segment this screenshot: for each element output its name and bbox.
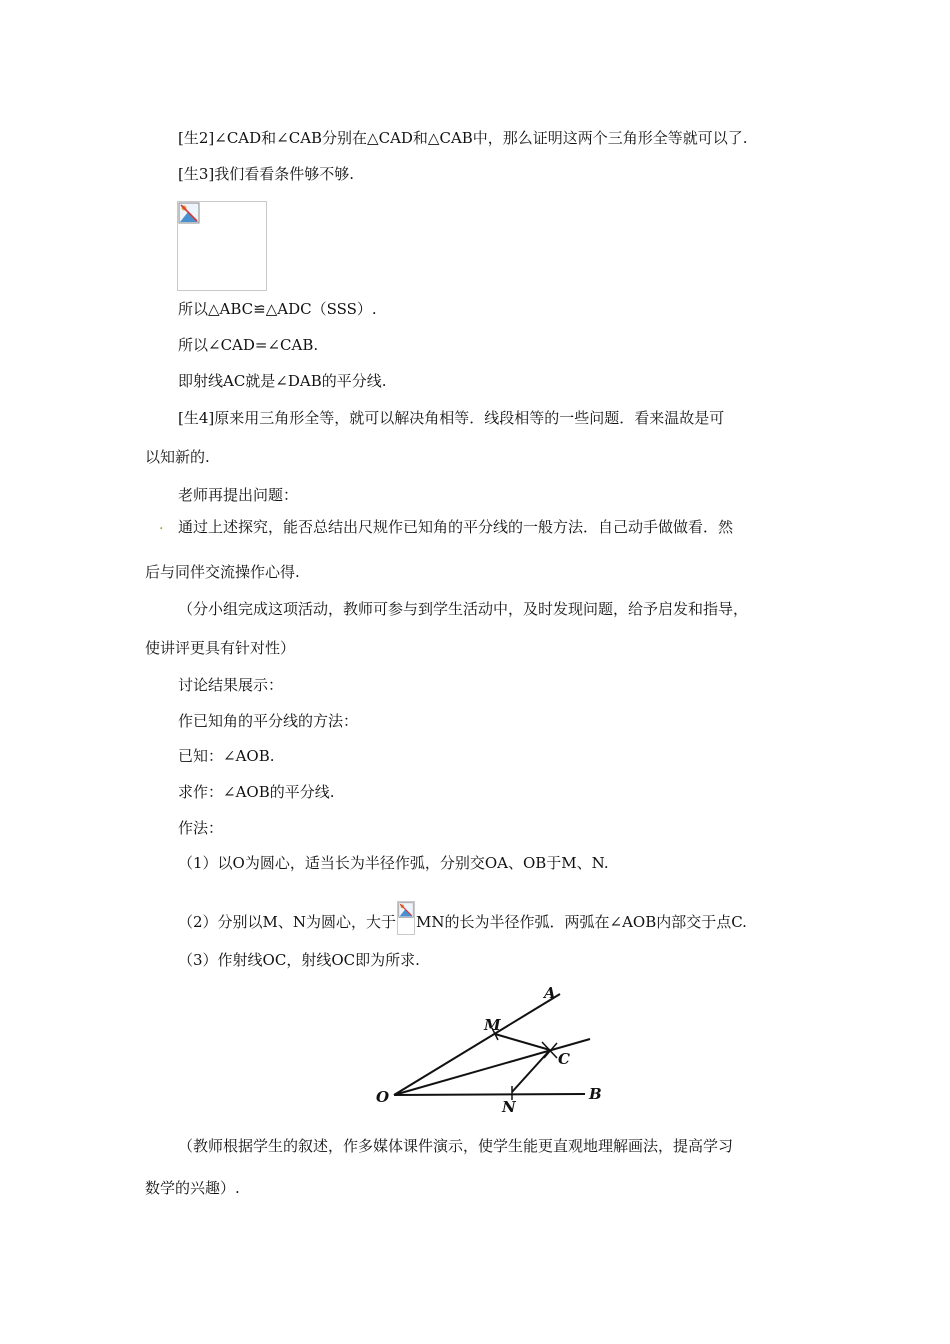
ray-oa (394, 994, 560, 1095)
broken-image-icon (178, 202, 200, 224)
missing-image-frame (177, 201, 267, 291)
paragraph-group-activity-line2: 使讲评更具有针对性） (145, 639, 296, 657)
paragraph-results-heading: 讨论结果展示： (178, 676, 284, 694)
label-m: M (484, 1016, 501, 1034)
paragraph-teacher-demo-line2: 数学的兴趣）. (145, 1179, 240, 1197)
paragraph-student-4-line1: [生4]原来用三角形全等，就可以解决角相等．线段相等的一些问题．看来温故是可 (178, 409, 725, 427)
paragraph-construction-heading: 作法： (178, 819, 224, 837)
inline-fraction-image (397, 901, 415, 935)
label-a: A (544, 984, 556, 1002)
bullet-dot-icon: . (159, 517, 164, 533)
angle-bisector-diagram (372, 978, 612, 1118)
paragraph-teacher-question: 老师再提出问题： (178, 486, 299, 504)
paragraph-exploration-line1: 通过上述探究，能否总结出尺规作已知角的平分线的一般方法．自己动手做做看．然 (178, 518, 734, 536)
construction-step-3: （3）作射线OC，射线OC即为所求. (178, 951, 420, 969)
paragraph-angle-equal: 所以∠CAD=∠CAB. (178, 336, 319, 354)
paragraph-group-activity-line1: （分小组完成这项活动，教师可参与到学生活动中，及时发现问题，给予启发和指导， (178, 600, 749, 618)
ray-ob (394, 1094, 585, 1095)
step-2-prefix: （2）分别以M、N为圆心，大于 (178, 913, 397, 931)
segment-mc (495, 1034, 550, 1050)
paragraph-student-3: [生3]我们看看条件够不够. (178, 165, 355, 183)
step-2-suffix: MN的长为半径作弧．两弧在∠AOB内部交于点C. (416, 913, 747, 931)
paragraph-required: 求作：∠AOB的平分线. (178, 783, 335, 801)
paragraph-exploration-line2: 后与同伴交流操作心得. (145, 563, 300, 581)
paragraph-congruence: 所以△ABC≌△ADC（SSS）. (178, 300, 377, 318)
paragraph-bisector-conclusion: 即射线AC就是∠DAB的平分线. (178, 372, 387, 390)
paragraph-method-heading: 作已知角的平分线的方法： (178, 712, 359, 730)
paragraph-teacher-demo-line1: （教师根据学生的叙述，作多媒体课件演示，使学生能更直观地理解画法，提高学习 (178, 1137, 734, 1155)
construction-step-1: （1）以O为圆心，适当长为半径作弧，分别交OA、OB于M、N. (178, 854, 609, 872)
paragraph-given: 已知：∠AOB. (178, 747, 275, 765)
paragraph-student-2: [生2]∠CAD和∠CAB分别在△CAD和△CAB中，那么证明这两个三角形全等就可以了. (178, 129, 748, 147)
label-c: C (558, 1050, 570, 1068)
paragraph-student-4-line2: 以知新的. (145, 448, 210, 466)
label-n: N (502, 1098, 516, 1116)
broken-image-icon (398, 902, 414, 918)
label-o: O (376, 1088, 390, 1106)
construction-step-2 (178, 901, 747, 935)
label-b: B (589, 1085, 602, 1103)
